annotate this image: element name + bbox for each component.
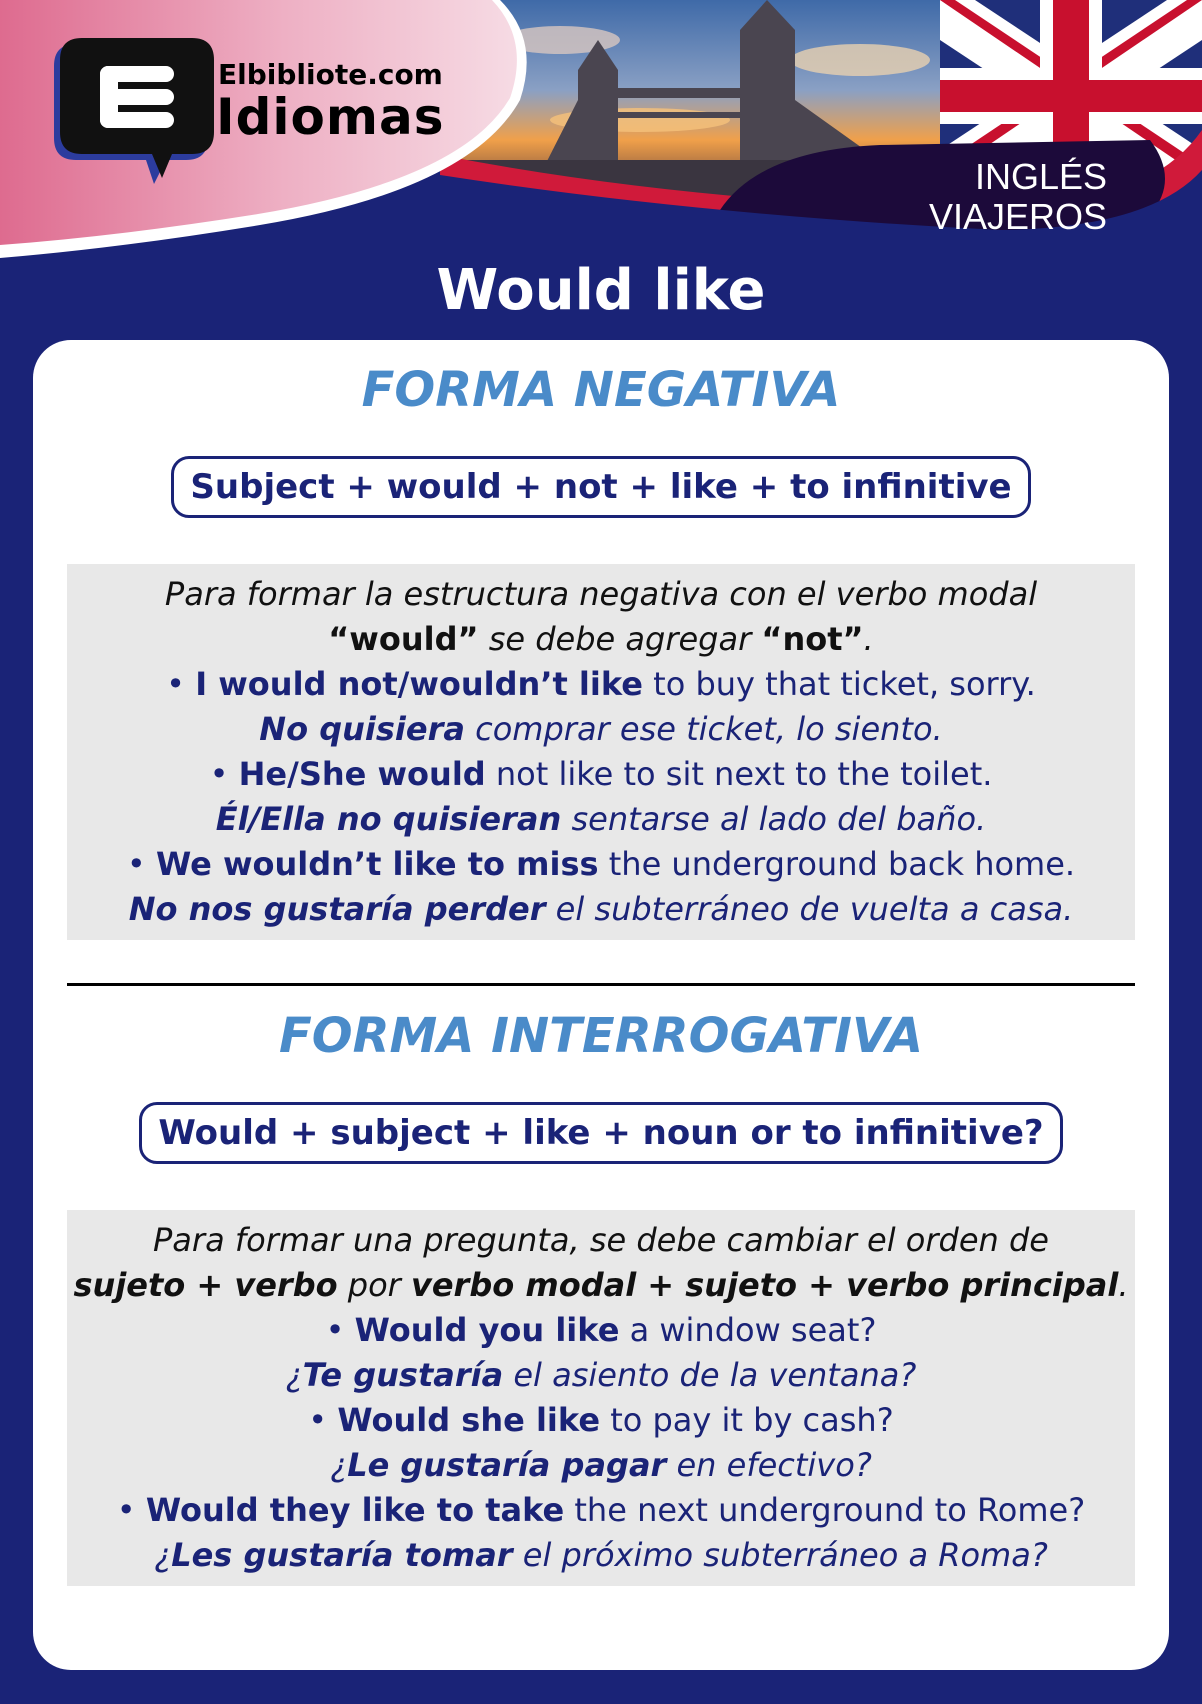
section-divider <box>67 983 1135 986</box>
logo-brand-name: Idiomas <box>216 88 445 146</box>
negative-explanation <box>67 564 1135 940</box>
negative-formula-wrap <box>33 456 1169 518</box>
interrogative-example-en: • Would she like to pay it by cash? <box>308 1401 894 1439</box>
interrogative-intro: Para formar una pregunta, se debe cambiar el orden de sujeto + verbo por verbo modal + sujeto + verbo principal. <box>73 1221 1129 1304</box>
interrogative-formula: Would + subject + like + noun or to infinitive? <box>139 1102 1062 1164</box>
interrogative-formula-wrap <box>33 1102 1169 1164</box>
interrogative-explanation <box>67 1210 1135 1586</box>
negative-example-es: Él/Ella no quisieran sentarse al lado del baño. <box>215 800 987 838</box>
logo-chat-bubble-icon <box>46 38 216 188</box>
negative-example-en: • I would not/wouldn’t like to buy that ticket, sorry. <box>166 665 1036 703</box>
interrogative-example-es: ¿Les gustaría tomar el próximo subterráneo a Roma? <box>154 1536 1048 1574</box>
negative-example-es: No quisiera comprar ese ticket, lo siento. <box>259 710 943 748</box>
interrogative-section-title: FORMA INTERROGATIVA <box>278 1008 924 1064</box>
language-tag: INGLÉS <box>974 156 1107 197</box>
negative-example-en: • We wouldn’t like to miss the underground back home. <box>126 845 1076 883</box>
page-title: Would like <box>436 258 766 323</box>
content-card <box>33 340 1169 1670</box>
header-banner <box>0 0 1202 270</box>
logo-site-name: Elbibliote.com <box>218 58 443 91</box>
negative-example-es: No nos gustaría perder el subterráneo de vuelta a casa. <box>128 890 1074 928</box>
negative-section-title: FORMA NEGATIVA <box>361 362 841 418</box>
negative-example-en: • He/She would not like to sit next to the toilet. <box>209 755 993 793</box>
interrogative-example-es: ¿Te gustaría el asiento de la ventana? <box>285 1356 917 1394</box>
negative-formula: Subject + would + not + like + to infinitive <box>171 456 1030 518</box>
negative-intro: Para formar la estructura negativa con el verbo modal “would” se debe agregar “not”. <box>164 575 1038 658</box>
interrogative-example-en: • Would you like a window seat? <box>325 1311 877 1349</box>
interrogative-example-en: • Would they like to take the next underground to Rome? <box>116 1491 1086 1529</box>
interrogative-example-es: ¿Le gustaría pagar en efectivo? <box>330 1446 872 1484</box>
audience-tag: VIAJEROS <box>928 196 1107 237</box>
